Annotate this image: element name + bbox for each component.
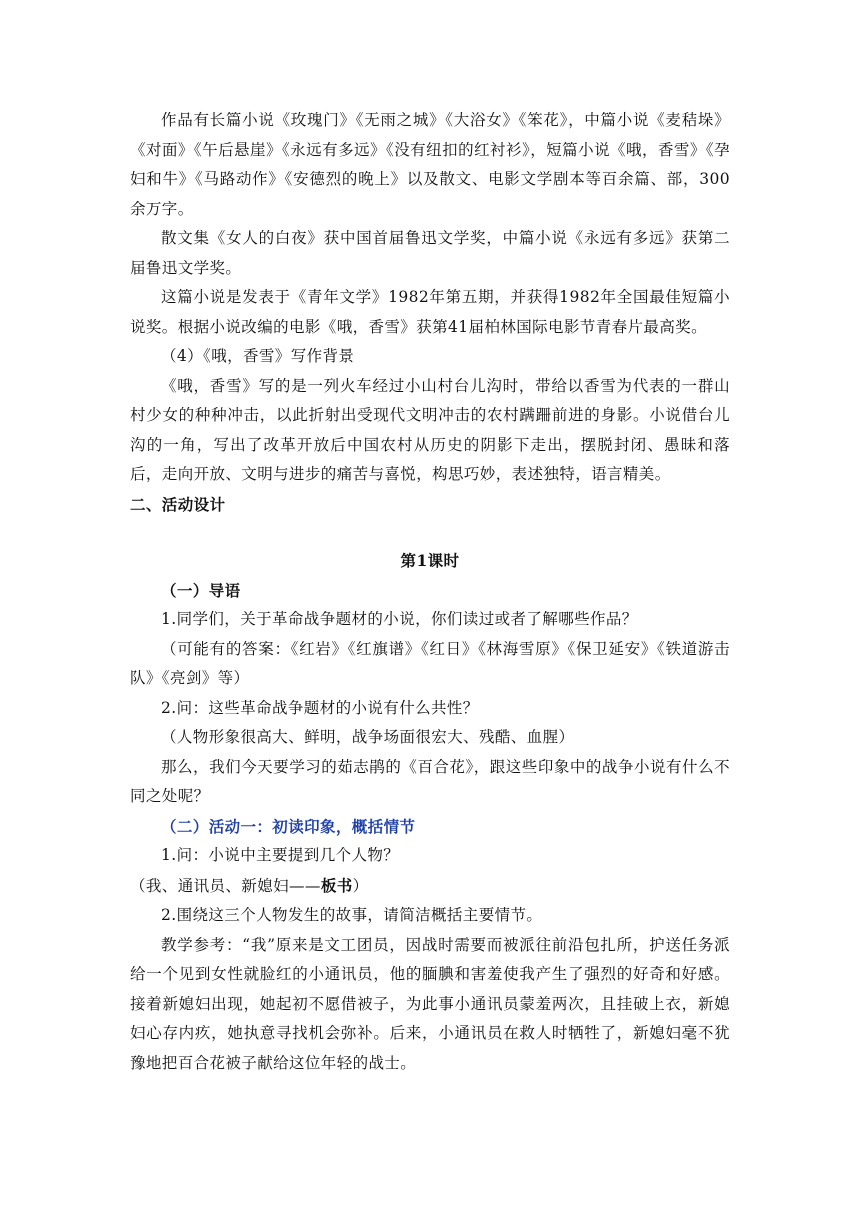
background-heading: （4）《哦，香雪》写作背景 bbox=[161, 347, 355, 365]
awards-paragraph: 散文集《女人的白夜》获中国首届鲁迅文学奖，中篇小说《永远有多远》获第二届鲁迅文学奖。 bbox=[130, 229, 730, 277]
intro-transition: 那么，我们今天要学习的茹志鹃的《百合花》，跟这些印象中的战争小说有什么不同之处呢？ bbox=[130, 757, 730, 805]
activity-answer-1-close: ） bbox=[352, 876, 369, 895]
works-paragraph: 作品有长篇小说《玫瑰门》《无雨之城》《大浴女》《笨花》，中篇小说《麦秸垛》《对面》《午后悬崖》《永远有多远》《没有纽扣的红衬衫》，短篇小说《哦，香雪》《孕妇和牛》《马路动作》《安德烈的晚上》以及散文、电影文学剧本等百余篇、部，300余万字。 bbox=[130, 111, 730, 218]
section-heading: 二、活动设计 bbox=[130, 494, 226, 514]
publication-paragraph: 这篇小说是发表于《青年文学》1982年第五期，并获得1982年全国最佳短篇小说奖。根据小说改编的电影《哦，香雪》获第41届柏林国际电影节青春片最高奖。 bbox=[130, 288, 730, 336]
activity-answer-1-text: （我、通讯员、新媳妇—— bbox=[130, 876, 321, 895]
intro-answer-2: （人物形象很高大、鲜明，战争场面很宏大、残酷、血腥） bbox=[161, 728, 575, 746]
activity-answer-1 bbox=[130, 871, 730, 902]
intro-heading: （一）导语 bbox=[161, 580, 241, 600]
page-content bbox=[130, 106, 730, 1078]
teaching-reference: 教学参考：“我”原来是文工团员，因战时需要而被派往前沿包扎所，护送任务派给一个见到女性就脸红的小通讯员，他的腼腆和害羞使我产生了强烈的好奇和好感。接着新媳妇出现，她起初不愿借被子，为此事小通讯员蒙羞两次，且挂破上衣，新媳妇心存内疚，她执意寻找机会弥补。后来，小通讯员在救人时牺牲了，新媳妇毫不犹豫地把百合花被子献给这位年轻的战士。 bbox=[130, 935, 730, 1072]
background-paragraph: 《哦，香雪》写的是一列火车经过小山村台儿沟时，带给以香雪为代表的一群山村少女的种种冲击，以此折射出受现代文明冲击的农村蹒跚前进的身影。小说借台儿沟的一角，写出了改革开放后中国农村从历史的阴影下走出，摆脱封闭、愚昧和落后，走向开放、文明与进步的痛苦与喜悦，构思巧妙，表述独特，语言精美。 bbox=[130, 376, 730, 483]
blackboard-label: 板书 bbox=[320, 875, 353, 895]
activity-one-heading: （二）活动一：初读印象，概括情节 bbox=[161, 816, 416, 836]
intro-answer-1: （可能有的答案：《红岩》《红旗谱》《红日》《林海雪原》《保卫延安》《铁道游击队》《亮剑》等） bbox=[130, 639, 730, 687]
intro-question-2: 2.问：这些革命战争题材的小说有什么共性？ bbox=[161, 698, 479, 717]
intro-question-1: 1.同学们，关于革命战争题材的小说，你们读过或者了解哪些作品？ bbox=[161, 610, 638, 628]
activity-question-2: 2.围绕这三个人物发生的故事，请简洁概括主要情节。 bbox=[161, 906, 543, 924]
activity-question-1: 1.问：小说中主要提到几个人物？ bbox=[161, 846, 400, 864]
lesson-title: 第1课时 bbox=[400, 551, 460, 570]
